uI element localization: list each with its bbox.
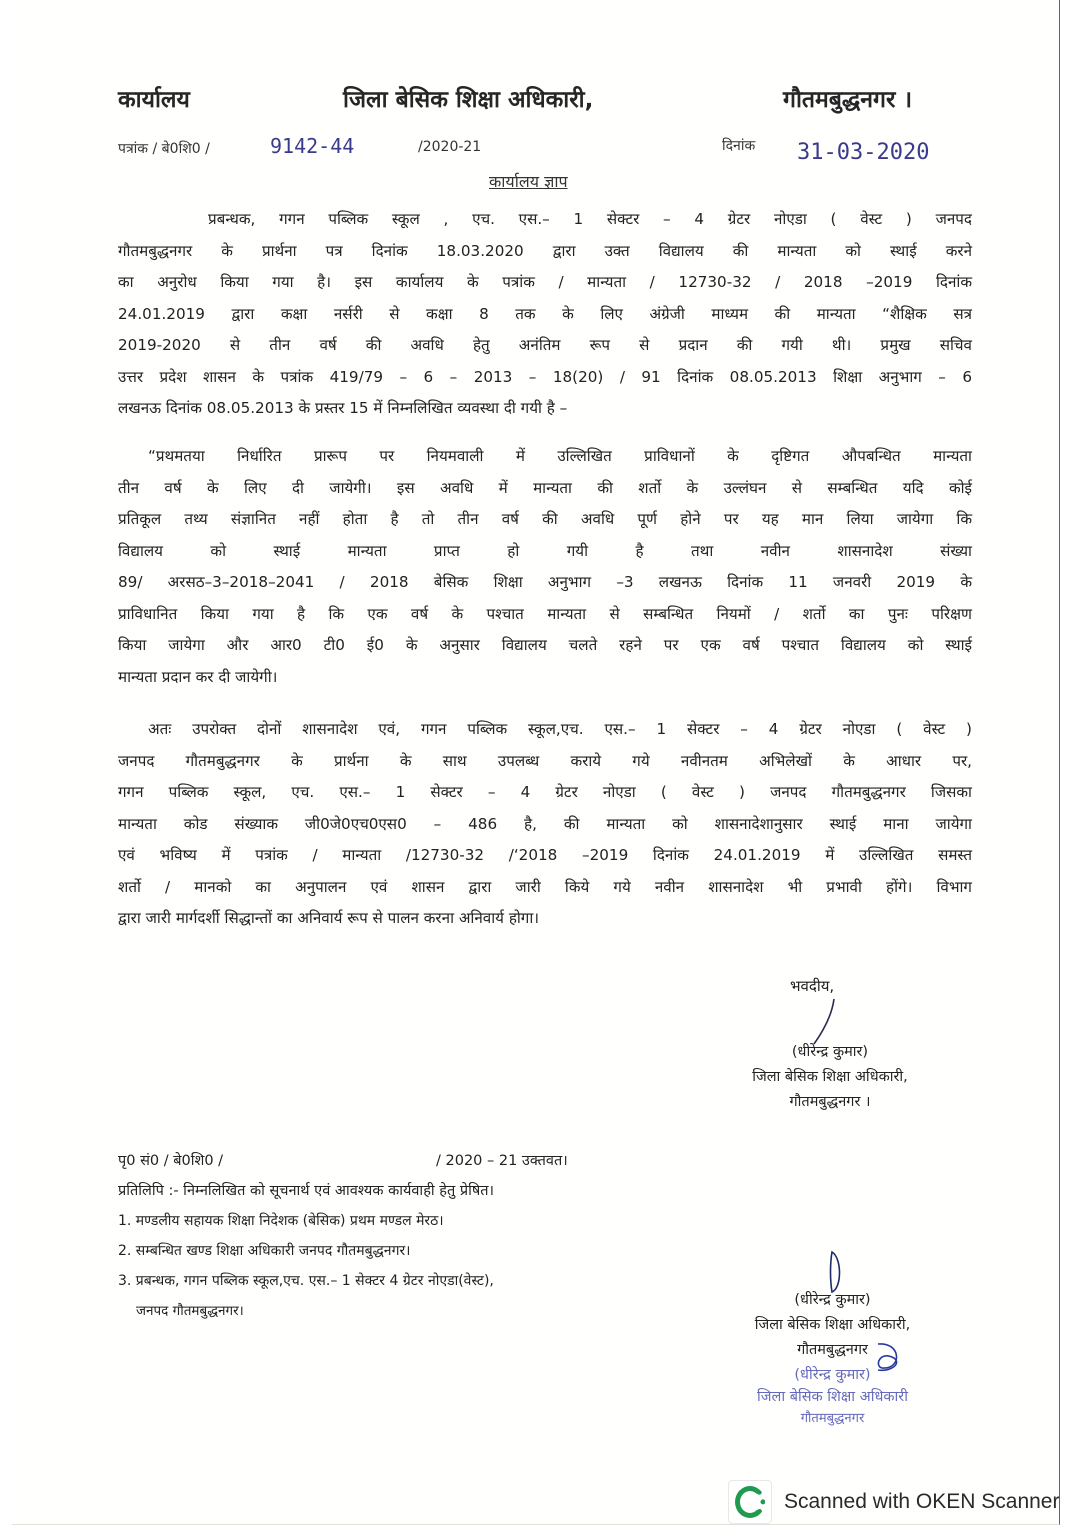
paragraph-line: लखनऊ दिनांक 08.05.2013 के प्रस्तर 15 में निम्नलिखित व्यवस्था दी गयी है – xyxy=(118,399,568,417)
endorsement-ref-session: / 2020 – 21 उक्तवत। xyxy=(436,1153,568,1169)
paragraph-line: “प्रथमतया निर्धारित प्रारूप पर नियमवाली में उल्लिखित प्राविधानों के दृष्टिगत औपबन्धित मान्यता xyxy=(148,447,972,465)
header-office: कार्यालय xyxy=(118,87,190,113)
paragraph-line: शर्तो / मानको का अनुपालन एवं शासन द्वारा जारी किये गये नवीन शासनादेश भी प्रभावी होंगे। विभाग xyxy=(118,877,972,896)
oken-scanner-logo-icon xyxy=(728,1480,772,1524)
header-district: गौतमबुद्धनगर । xyxy=(783,87,913,113)
watermark-text: Scanned with OKEN Scanner xyxy=(784,1490,1060,1513)
paragraph-line: गगन पब्लिक स्कूल, एच. एस.– 1 सेक्टर – 4 ग्रेटर नोएडा ( वेस्ट ) जनपद गौतमबुद्धनगर जिसका xyxy=(118,783,972,801)
recipient-item: 2. सम्बन्धित खण्ड शिक्षा अधिकारी जनपद गौतमबुद्धनगर। xyxy=(118,1243,411,1259)
scanner-watermark xyxy=(728,1480,1059,1524)
paragraph-3 xyxy=(118,714,972,935)
endorsement-ref-label: पृ0 सं0 / बे0शि0 / xyxy=(118,1153,224,1169)
paragraph-line: एवं भविष्य में पत्रांक / मान्यता /12730-32 /‘2018 –2019 दिनांक 24.01.2019 में उल्लिखित समस्त xyxy=(118,846,972,864)
signatory-designation: जिला बेसिक शिक्षा अधिकारी, xyxy=(754,1317,911,1333)
date-label: दिनांक xyxy=(722,138,756,154)
signatory-name: (धीरेन्द्र कुमार) xyxy=(791,1044,869,1060)
signatory-name: (धीरेन्द्र कुमार) xyxy=(794,1292,871,1308)
stamp-name: (धीरेन्द्र कुमार) xyxy=(794,1367,871,1383)
paragraph-line: द्वारा जारी मार्गदर्शी सिद्धान्तों का अनिवार्य रूप से पालन करना अनिवार्य होगा। xyxy=(118,909,540,927)
paragraph-line: 24.01.2019 द्वारा कक्षा नर्सरी से कक्षा 8 तक के लिए अंग्रेजी माध्यम की मान्यता “शैक्षिक सत्र xyxy=(118,304,972,323)
paragraph-line: मान्यता प्रदान कर दी जायेगी। xyxy=(118,667,278,686)
paragraph-line: गौतमबुद्धनगर के प्रार्थना पत्र दिनांक 18.03.2020 द्वारा उक्त विद्यालय की मान्यता को स्थाई करने xyxy=(118,241,972,260)
paragraph-line: प्रतिकूल तथ्य संज्ञानित नहीं होता है तो तीन वर्ष की अवधि पूर्ण होने पर यह मान लिया जायेगा कि xyxy=(118,510,972,528)
recipient-item: 3. प्रबन्धक, गगन पब्लिक स्कूल,एच. एस.– 1 सेक्टर 4 ग्रेटर नोएडा(वेस्ट), xyxy=(118,1273,494,1289)
paragraph-line: अतः उपरोक्त दोनों शासनादेश एवं, गगन पब्लिक स्कूल,एच. एस.– 1 सेक्टर – 4 ग्रेटर नोएडा ( वेस्ट ) xyxy=(148,720,972,738)
signatory-designation: जिला बेसिक शिक्षा अधिकारी, xyxy=(752,1069,908,1085)
reference-session: /2020-21 xyxy=(418,139,482,155)
paragraph-line: किया जायेगा और आर0 टी0 ई0 के अनुसार विद्यालय चलते रहने पर एक वर्ष पश्चात विद्यालय को स्थाई xyxy=(118,636,972,654)
stamp-designation: जिला बेसिक शिक्षा अधिकारी xyxy=(757,1389,908,1405)
memo-subject: कार्यालय ज्ञाप xyxy=(489,172,568,191)
recipient-item: 1. मण्डलीय सहायक शिक्षा निदेशक (बेसिक) प्रथम मण्डल मेरठ। xyxy=(118,1213,444,1229)
endorsement-block xyxy=(118,1146,678,1326)
paragraph-line: 2019-2020 से तीन वर्ष की अवधि हेतु अनंतिम रूप से प्रदान की गयी थी। प्रमुख सचिव xyxy=(118,336,972,354)
paragraph-line: उत्तर प्रदेश शासन के पत्रांक 419/79 – 6 – 2013 – 18(20) / 91 दिनांक 08.05.2013 शिक्षा अनुभाग – 6 xyxy=(118,367,972,386)
copy-intro: प्रतिलिपि :- निम्नलिखित को सूचनार्थ एवं आवश्यक कार्यवाही हेतु प्रेषित। xyxy=(118,1183,494,1199)
signatory-place: गौतमबुद्धनगर । xyxy=(789,1094,871,1110)
recipient-continuation: जनपद गौतमबुद्धनगर। xyxy=(136,1303,244,1319)
paragraph-line: प्रबन्धक, गगन पब्लिक स्कूल , एच. एस.– 1 सेक्टर – 4 ग्रेटर नोएडा ( वेस्ट ) जनपद xyxy=(208,210,972,228)
paragraph-2 xyxy=(118,441,972,693)
paragraph-line: जनपद गौतमबुद्धनगर के प्रार्थना के साथ उपलब्ध कराये गये नवीनतम अभिलेखों के आधार पर, xyxy=(118,751,972,770)
salutation: भवदीय, xyxy=(790,977,835,995)
reference-label: पत्रांक / बे0शि0 / xyxy=(118,141,210,157)
stamp-place: गौतमबुद्धनगर xyxy=(800,1411,865,1426)
paragraph-line: तीन वर्ष के लिए दी जायेगी। इस अवधि में मान्यता की शर्तो के उल्लंघन से सम्बन्धित यदि कोई xyxy=(118,478,972,497)
paragraph-line: मान्यता कोड संख्याक जी0जे0एच0एस0 – 486 है, की मान्यता को शासनादेशानुसार स्थाई माना जायेगा xyxy=(118,814,972,833)
signatory-place: गौतमबुद्धनगर xyxy=(797,1342,868,1358)
paragraph-line: प्राविधानित किया गया है कि एक वर्ष के पश्चात मान्यता से सम्बन्धित नियमों / शर्तो का पुनः परिक्षण xyxy=(118,604,972,623)
paragraph-line: 89/ अरसठ–3–2018–2041 / 2018 बेसिक शिक्षा अनुभाग –3 लखनऊ दिनांक 11 जनवरी 2019 के xyxy=(118,573,972,591)
reference-number: 9142-44 xyxy=(270,134,355,158)
signature-block-1 xyxy=(730,1040,930,1115)
signature-block-2 xyxy=(720,1288,945,1363)
paragraph-1 xyxy=(118,204,972,425)
official-stamp xyxy=(720,1364,945,1430)
paragraph-line: का अनुरोध किया गया है। इस कार्यालय के पत्रांक / मान्यता / 12730-32 / 2018 –2019 दिनांक xyxy=(118,273,972,291)
header-officer: जिला बेसिक शिक्षा अधिकारी, xyxy=(343,87,594,113)
date-value: 31-03-2020 xyxy=(797,140,930,165)
paragraph-line: विद्यालय को स्थाई मान्यता प्राप्त हो गयी है तथा नवीन शासनादेश संख्या xyxy=(118,541,972,560)
